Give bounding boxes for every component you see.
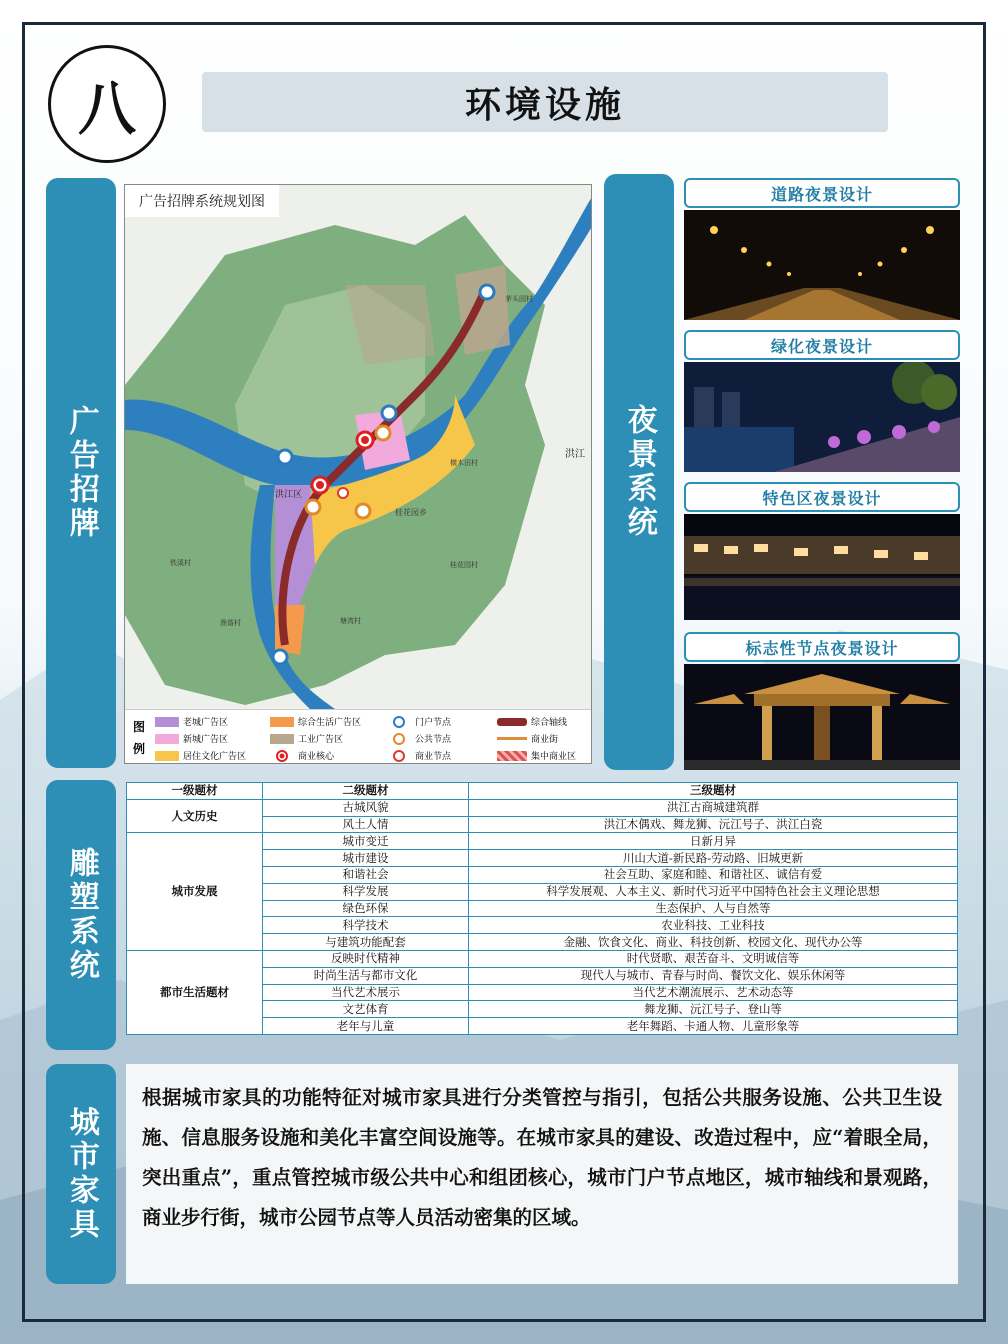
level3-cell: 老年舞蹈、卡通人物、儿童形象等 xyxy=(469,1018,958,1035)
legend-label: 工业广告区 xyxy=(298,734,344,744)
level3-cell: 社会互助、家庭和睦、和谐社区、诚信有爱 xyxy=(469,866,958,883)
legend-item xyxy=(387,749,451,762)
road-night-caption: 道路夜景设计 xyxy=(684,178,960,208)
col-header-level2: 二级题材 xyxy=(263,783,469,800)
legend-item xyxy=(270,749,334,762)
ad-signage-label-text: 广告招牌 xyxy=(63,405,99,541)
svg-text:洪江: 洪江 xyxy=(565,449,585,460)
green-night-caption: 绿化夜景设计 xyxy=(684,330,960,360)
legend-swatch xyxy=(497,751,527,761)
table-row xyxy=(127,799,958,816)
svg-text:茅头园村: 茅头园村 xyxy=(505,296,533,303)
ad-signage-label xyxy=(46,178,116,768)
map-title: 广告招牌系统规划图 xyxy=(125,185,279,217)
legend-label: 老城广告区 xyxy=(183,717,229,727)
level2-cell: 反映时代精神 xyxy=(263,950,469,967)
level2-cell: 和谐社会 xyxy=(263,866,469,883)
legend-item xyxy=(497,732,558,745)
page-title: 环境设施 xyxy=(202,72,888,132)
feature-night-caption: 特色区夜景设计 xyxy=(684,482,960,512)
level3-cell: 金融、饮食文化、商业、科技创新、校园文化、现代办公等 xyxy=(469,934,958,951)
level1-cell: 城市发展 xyxy=(127,833,263,951)
legend-swatch xyxy=(270,717,294,727)
level2-cell: 绿色环保 xyxy=(263,900,469,917)
legend-label: 商业街 xyxy=(531,734,559,744)
legend-label: 综合生活广告区 xyxy=(298,717,362,727)
sculpture-system-label-text: 雕塑系统 xyxy=(63,847,99,983)
level2-cell: 古城风貌 xyxy=(263,799,469,816)
level2-cell: 文艺体育 xyxy=(263,1001,469,1018)
landmark-night-photo xyxy=(684,664,960,770)
level2-cell: 科学技术 xyxy=(263,917,469,934)
gateway-node-icon xyxy=(393,716,405,728)
legend-label: 综合轴线 xyxy=(531,717,568,727)
svg-text:铁溪村: 铁溪村 xyxy=(170,560,191,567)
level3-cell: 生态保护、人与自然等 xyxy=(469,900,958,917)
city-furniture-label xyxy=(46,1064,116,1284)
legend-heading: 图例 xyxy=(133,720,146,756)
legend-item xyxy=(155,732,228,745)
col-header-level1: 一级题材 xyxy=(127,783,263,800)
legend-label: 门户节点 xyxy=(415,717,452,727)
city-furniture-description: 根据城市家具的功能特征对城市家具进行分类管控与指引，包括公共服务设施、公共卫生设施、信息服务设施和美化丰富空间设施等。在城市家具的建设、改造过程中，应“着眼全局，突出重点”，重点管控城市级公共中心和组团核心，城市门户节点地区，城市轴线和景观路，商业步行街，城市公园节点等人员活动密集的区域。 xyxy=(126,1064,958,1284)
col-header-level3: 三级题材 xyxy=(469,783,958,800)
legend-item xyxy=(387,715,451,728)
level2-cell: 风土人情 xyxy=(263,816,469,833)
legend-item xyxy=(497,715,567,728)
table-header-row xyxy=(127,783,958,800)
legend-item xyxy=(270,715,361,728)
level3-cell: 时代贤歌、艰苦奋斗、文明诚信等 xyxy=(469,950,958,967)
legend-swatch xyxy=(155,734,179,744)
svg-text:桂花园村: 桂花园村 xyxy=(450,562,478,569)
legend-item xyxy=(155,715,228,728)
legend-item xyxy=(155,749,246,762)
night-system-label-text: 夜景系统 xyxy=(621,404,657,540)
legend-swatch xyxy=(270,734,294,744)
level3-cell: 科学发展观、人本主义、新时代习近平中国特色社会主义理论思想 xyxy=(469,883,958,900)
street-line-icon xyxy=(497,737,527,740)
level1-cell: 人文历史 xyxy=(127,799,263,833)
level1-cell: 都市生活题材 xyxy=(127,950,263,1034)
commercial-node-icon xyxy=(393,750,405,762)
ad-planning-map xyxy=(124,184,592,764)
core-node-icon xyxy=(276,750,288,762)
legend-item xyxy=(387,732,451,745)
level3-cell: 川山大道-新民路-劳动路、旧城更新 xyxy=(469,850,958,867)
legend-swatch xyxy=(155,751,179,761)
svg-text:渔谐村: 渔谐村 xyxy=(220,620,241,627)
level2-cell: 城市变迁 xyxy=(263,833,469,850)
level3-cell: 当代艺术潮流展示、艺术动态等 xyxy=(469,984,958,1001)
sculpture-theme-table xyxy=(126,782,958,1035)
legend-swatch xyxy=(155,717,179,727)
legend-item xyxy=(270,732,343,745)
legend-label: 居住文化广告区 xyxy=(183,751,247,761)
table-row xyxy=(127,833,958,850)
level2-cell: 城市建设 xyxy=(263,850,469,867)
feature-night-photo xyxy=(684,514,960,620)
level3-cell: 日新月异 xyxy=(469,833,958,850)
svg-text:洪江区: 洪江区 xyxy=(275,489,303,499)
legend-label: 公共节点 xyxy=(415,734,452,744)
level3-cell: 舞龙狮、沅江号子、登山等 xyxy=(469,1001,958,1018)
svg-text:横木田村: 横木田村 xyxy=(450,460,478,467)
night-system-label xyxy=(604,174,674,770)
public-node-icon xyxy=(393,733,405,745)
level2-cell: 老年与儿童 xyxy=(263,1018,469,1035)
axis-line-icon xyxy=(497,718,527,726)
legend-label: 商业核心 xyxy=(298,751,335,761)
svg-text:塘湾村: 塘湾村 xyxy=(340,618,361,625)
level3-cell: 农业科技、工业科技 xyxy=(469,917,958,934)
legend-label: 商业节点 xyxy=(415,751,452,761)
level2-cell: 科学发展 xyxy=(263,883,469,900)
level3-cell: 洪江木偶戏、舞龙狮、沅江号子、洪江白瓷 xyxy=(469,816,958,833)
map-graphic xyxy=(125,185,592,709)
landmark-night-caption: 标志性节点夜景设计 xyxy=(684,632,960,662)
legend-item xyxy=(497,749,576,762)
level2-cell: 时尚生活与都市文化 xyxy=(263,967,469,984)
level2-cell: 当代艺术展示 xyxy=(263,984,469,1001)
legend-label: 集中商业区 xyxy=(531,751,577,761)
legend-label: 新城广告区 xyxy=(183,734,229,744)
road-night-photo xyxy=(684,210,960,320)
svg-text:桂花园乡: 桂花园乡 xyxy=(395,508,427,517)
level3-cell: 现代人与城市、青春与时尚、餐饮文化、娱乐休闲等 xyxy=(469,967,958,984)
section-number: 八 xyxy=(48,45,166,163)
level3-cell: 洪江古商城建筑群 xyxy=(469,799,958,816)
table-row xyxy=(127,950,958,967)
green-night-photo xyxy=(684,362,960,472)
sculpture-system-label xyxy=(46,780,116,1050)
map-legend xyxy=(125,709,592,764)
city-furniture-label-text: 城市家具 xyxy=(63,1106,99,1242)
level2-cell: 与建筑功能配套 xyxy=(263,934,469,951)
